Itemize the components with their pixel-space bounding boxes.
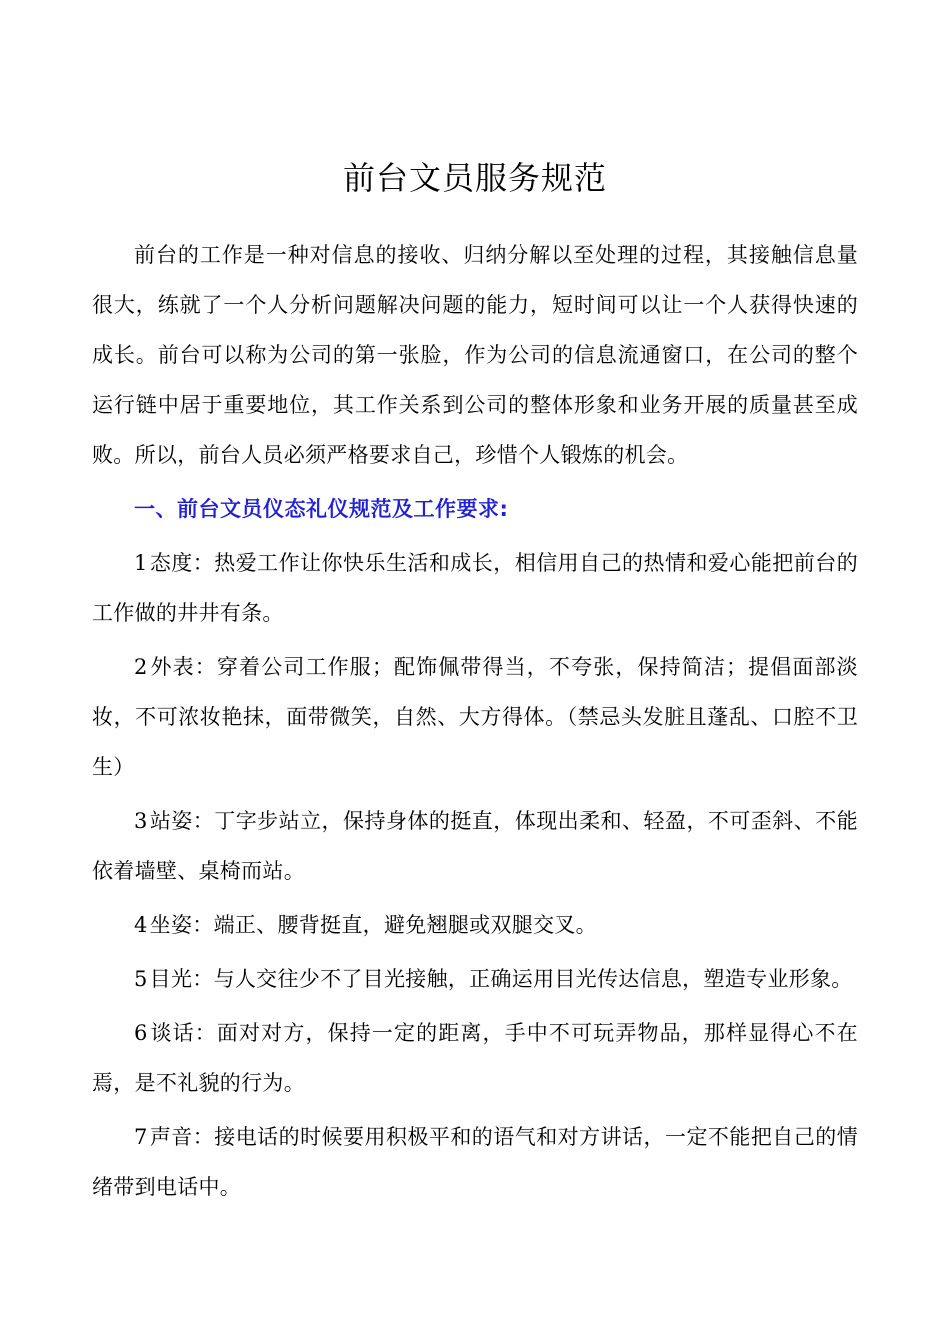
list-item — [92, 1008, 858, 1108]
document-page — [92, 150, 858, 1212]
intro-paragraph: 前台的工作是一种对信息的接收、归纳分解以至处理的过程，其接触信息量很大，练就了一个人分析问题解决问题的能力，短时间可以让一个人获得快速的成长。前台可以称为公司的第一张脸，作为公司的信息流通窗口，在公司的整个运行链中居于重要地位，其工作关系到公司的整体形象和业务开展的质量甚至成败。所以，前台人员必须严格要求自己，珍惜个人锻炼的机会。 — [92, 243, 858, 467]
section-heading: 一、前台文员仪态礼仪规范及工作要求: — [134, 497, 509, 521]
list-item — [92, 538, 858, 638]
item-text: 坐姿：端正、腰背挺直，避免翘腿或双腿交叉。 — [149, 913, 597, 937]
list-item — [92, 796, 858, 896]
item-text: 站姿：丁字步站立，保持身体的挺直，体现出柔和、轻盈，不可歪斜、不能依着墙壁、桌椅而站。 — [92, 809, 858, 883]
item-text: 目光：与人交往少不了目光接触，正确运用目光传达信息，塑造专业形象。 — [149, 967, 853, 991]
item-number: 5 — [134, 967, 148, 991]
item-number: 7 — [134, 1125, 148, 1149]
list-item — [92, 900, 858, 950]
item-number: 6 — [134, 1021, 148, 1045]
item-number: 2 — [134, 655, 148, 679]
item-number: 4 — [134, 913, 148, 937]
list-item — [92, 1112, 858, 1212]
document-title: 前台文员服务规范 — [342, 159, 607, 197]
list-item — [92, 642, 858, 792]
item-number: 1 — [134, 551, 148, 575]
item-text: 外表：穿着公司工作服；配饰佩带得当，不夸张，保持简洁；提倡面部淡妆，不可浓妆艳抹，面带微笑，自然、大方得体。（禁忌头发脏且蓬乱、口腔不卫生） — [92, 655, 858, 779]
item-text: 声音：接电话的时候要用积极平和的语气和对方讲话，一定不能把自己的情绪带到电话中。 — [92, 1125, 858, 1199]
item-number: 3 — [134, 809, 148, 833]
item-text: 谈话：面对对方，保持一定的距离，手中不可玩弄物品，那样显得心不在焉，是不礼貌的行为。 — [92, 1021, 858, 1095]
list-item — [92, 954, 858, 1004]
item-text: 态度：热爱工作让你快乐生活和成长，相信用自己的热情和爱心能把前台的工作做的井井有条。 — [92, 551, 858, 625]
